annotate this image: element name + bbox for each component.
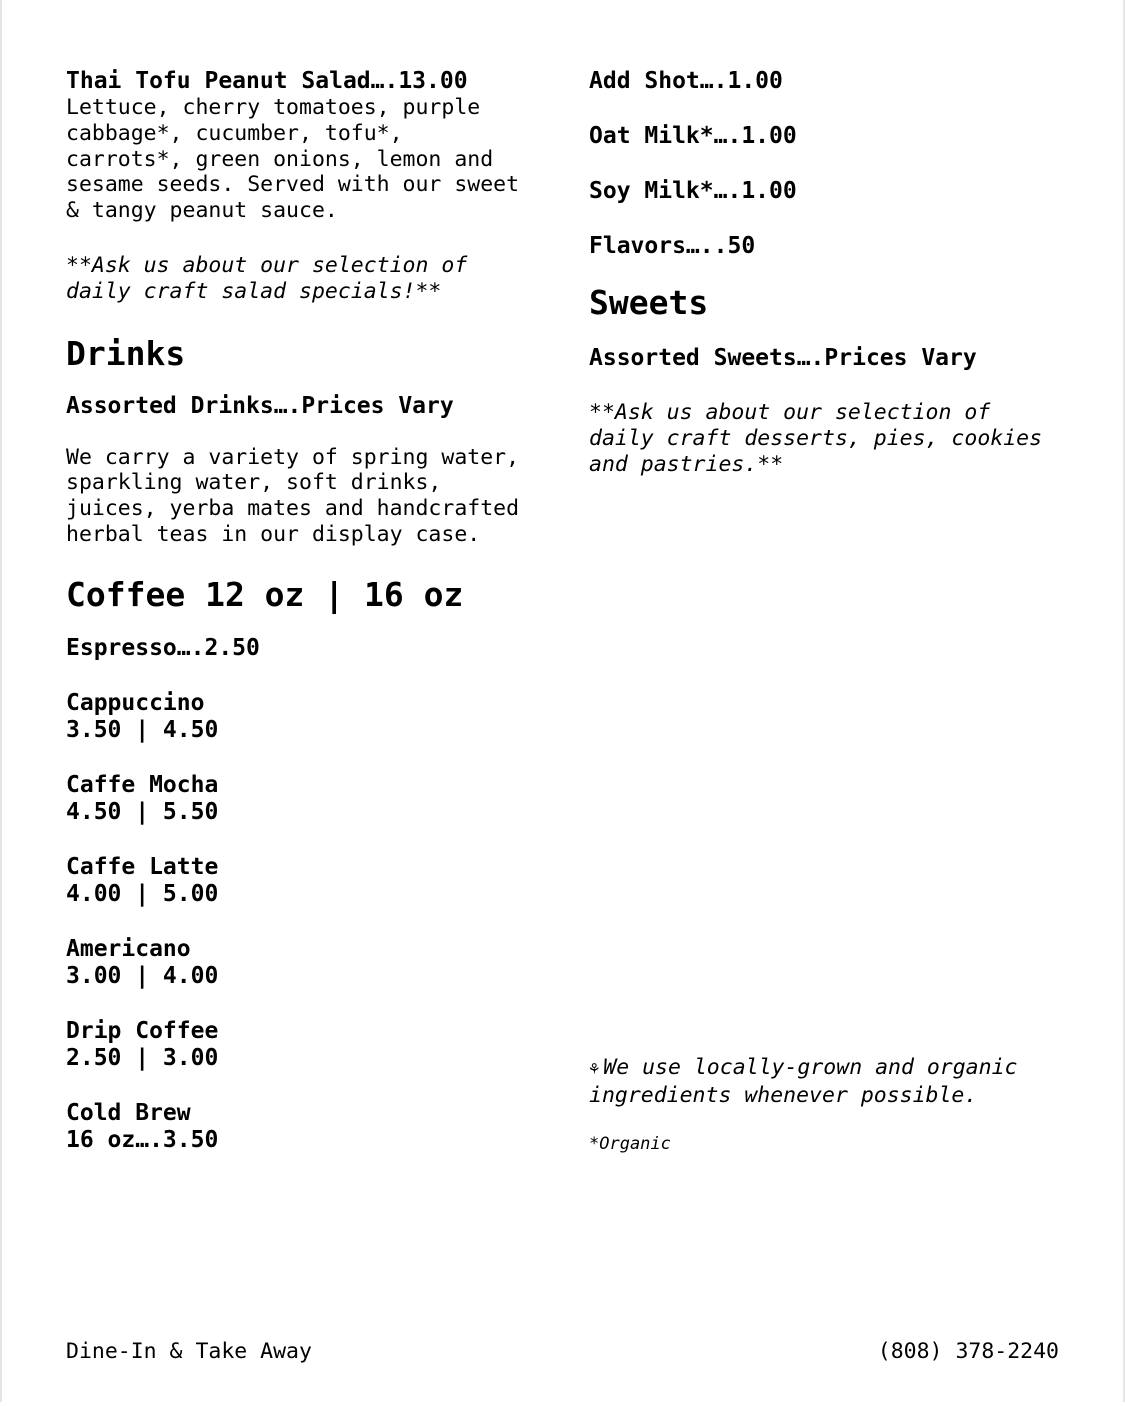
addon-item: Oat Milk*….1.00 <box>589 123 797 149</box>
coffee-item-price: 3.00 | 4.00 <box>66 962 219 989</box>
coffee-item-name: Caffe Mocha <box>66 771 219 798</box>
coffee-item-price: 4.50 | 5.50 <box>66 798 219 825</box>
coffee-item-price: 2.50 | 3.00 <box>66 1044 219 1071</box>
sourcing-note <box>589 1055 1017 1154</box>
sweets-specials-line: daily craft desserts, pies, cookies <box>589 425 1043 451</box>
coffee-item-price: 16 oz….3.50 <box>66 1126 219 1153</box>
coffee-item <box>66 772 546 826</box>
drinks-description-line: herbal teas in our display case. <box>66 521 481 547</box>
sweets-specials-note <box>589 400 1069 477</box>
salad-description <box>66 95 546 224</box>
organic-note: *Organic <box>589 1133 671 1154</box>
salad-specials-line: **Ask us about our selection of <box>66 252 468 278</box>
coffee-item-name: Cappuccino <box>66 689 205 716</box>
salad-description-line: sesame seeds. Served with our sweet <box>66 172 520 198</box>
coffee-item-name: Caffe Latte <box>66 853 219 880</box>
drinks-description-line: We carry a variety of spring water, <box>66 444 520 470</box>
flower-icon: ⚘ <box>589 1059 600 1079</box>
sourcing-line: ingredients whenever possible. <box>589 1082 978 1108</box>
addon-item: Add Shot….1.00 <box>589 68 783 94</box>
coffee-item <box>66 1100 546 1154</box>
drinks-description-line: juices, yerba mates and handcrafted <box>66 496 520 522</box>
salad-title: Thai Tofu Peanut Salad….13.00 <box>66 68 468 94</box>
footer-phone: (808) 378-2240 <box>877 1339 1059 1364</box>
coffee-item-price: 4.00 | 5.00 <box>66 880 219 907</box>
sourcing-line <box>589 1055 1017 1083</box>
drinks-description <box>66 445 546 548</box>
coffee-item-name: Americano <box>66 935 191 962</box>
sweets-item: Assorted Sweets….Prices Vary <box>589 345 977 371</box>
salad-description-line: carrots*, green onions, lemon and <box>66 146 494 172</box>
sweets-specials-line: and pastries.** <box>589 451 784 477</box>
coffee-item-name: Drip Coffee <box>66 1017 219 1044</box>
coffee-item <box>66 1018 546 1072</box>
salad-description-line: Lettuce, cherry tomatoes, purple <box>66 95 481 120</box>
addon-item: Soy Milk*….1.00 <box>589 178 797 204</box>
coffee-item-price: 3.50 | 4.50 <box>66 716 219 743</box>
drinks-heading: Drinks <box>66 333 186 373</box>
coffee-item <box>66 854 546 908</box>
drinks-description-line: sparkling water, soft drinks, <box>66 470 442 496</box>
menu-right-column <box>589 62 1069 477</box>
coffee-item <box>66 936 546 990</box>
coffee-item <box>66 690 546 744</box>
salad-specials-note <box>66 253 546 305</box>
menu-left-column <box>66 62 546 1154</box>
sweets-specials-line: **Ask us about our selection of <box>589 400 991 425</box>
salad-specials-line: daily craft salad specials!** <box>66 278 442 304</box>
coffee-item-name: Cold Brew <box>66 1099 191 1126</box>
drinks-item: Assorted Drinks….Prices Vary <box>66 392 454 419</box>
sweets-heading: Sweets <box>589 283 709 322</box>
addon-item: Flavors…..50 <box>589 233 756 259</box>
salad-description-line: & tangy peanut sauce. <box>66 198 338 224</box>
espresso-item: Espresso….2.50 <box>66 634 260 661</box>
sourcing-text: We use locally-grown and organic <box>603 1055 1018 1080</box>
coffee-heading: Coffee 12 oz | 16 oz <box>66 574 464 614</box>
footer-service: Dine-In & Take Away <box>66 1339 312 1364</box>
salad-description-line: cabbage*, cucumber, tofu*, <box>66 120 403 146</box>
